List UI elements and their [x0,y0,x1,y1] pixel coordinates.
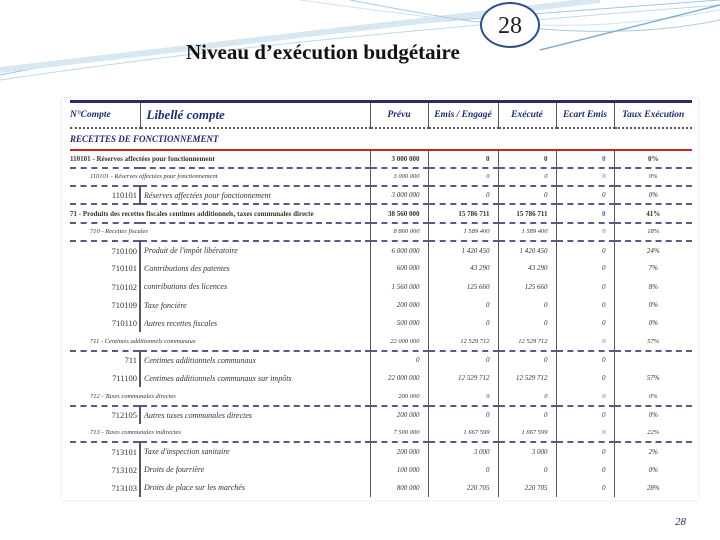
prevu-cell: 200 000 [370,387,428,405]
execute-cell: 0 [498,168,556,186]
emis-cell: 0 [428,461,498,479]
execute-cell: 0 [498,461,556,479]
account-label: Droits de place sur les marchés [140,479,370,497]
header-prevu: Prévu [370,102,428,128]
account-label: Centimes additionnels communaux [140,351,370,369]
account-label: 71 - Produits des recettes fiscales centimes additionnels, taxes communales directe [70,204,370,222]
ecart-cell: 0 [556,461,614,479]
section-title: RECETTES DE FONCTIONNEMENT [70,128,692,150]
ecart-cell: 0 [556,296,614,314]
execute-cell: 1 420 450 [498,241,556,259]
budget-table-image [62,98,698,500]
emis-cell: 0 [428,150,498,168]
ecart-cell: 0 [556,278,614,296]
ecart-cell: 0 [556,241,614,259]
taux-cell: 57% [646,374,660,383]
account-label: Autres taxes communales directes [140,406,370,424]
execute-cell: 220 705 [498,479,556,497]
account-code: 110101 [70,186,140,204]
ecart-cell: 0 [556,168,614,186]
execute-cell: 0 [498,186,556,204]
account-code: 710101 [70,259,140,277]
emis-cell: 12 529 712 [428,332,498,350]
execute-cell: 0 [498,150,556,168]
emis-cell: 12 529 712 [428,369,498,387]
table-row [70,223,692,241]
prevu-cell: 200 000 [370,406,428,424]
account-code: 711100 [70,369,140,387]
table-row [70,332,692,350]
prevu-cell: 8 860 000 [370,223,428,241]
emis-cell: 1 667 599 [428,424,498,442]
ecart-cell: 0 [556,369,614,387]
taux-cell: 0% [614,168,692,186]
account-code: 713103 [70,479,140,497]
account-label: contributions des licences [140,278,370,296]
account-label: Autres recettes fiscales [140,314,370,332]
prevu-cell: 22 000 000 [370,332,428,350]
taux-cell: 8% [648,282,658,291]
emis-cell: 220 705 [428,479,498,497]
prevu-cell: 100 000 [370,461,428,479]
taux-cell: 18% [614,223,692,241]
account-code: 711 [70,351,140,369]
ecart-cell: 0 [556,442,614,460]
execute-cell: 1 667 599 [498,424,556,442]
account-label: Droits de fourrière [140,461,370,479]
header-libelle: Libellé compte [140,102,370,128]
taux-cell: 0% [648,191,658,200]
taux-cell [614,351,692,369]
header-ecart: Ecart Emis [556,102,614,128]
taux-cell: 7% [648,264,658,273]
ecart-cell: 0 [556,351,614,369]
emis-cell: 0 [428,168,498,186]
prevu-cell: 200 000 [370,442,428,460]
prevu-cell: 3 000 000 [370,168,428,186]
account-label: 711 - Centimes additionnels communaux [70,332,370,350]
prevu-cell: 200 000 [370,296,428,314]
account-code: 710109 [70,296,140,314]
taux-cell: 28% [646,483,660,492]
table-row [70,259,692,277]
header-taux: Taux Exécution [614,102,692,128]
prevu-cell: 1 560 000 [370,278,428,296]
account-label: Réserves affectées pour fonctionnement [140,186,370,204]
table-row [70,296,692,314]
account-label: 713 - Taxes communales indirectes [70,424,370,442]
taux-cell: 0% [648,301,658,310]
taux-cell: 41% [614,204,692,222]
table-row [70,186,692,204]
account-code: 712105 [70,406,140,424]
header-execute: Exécuté [498,102,556,128]
ecart-cell: 0 [556,186,614,204]
execute-cell: 3 000 [498,442,556,460]
account-label: 110101 - Réserves affectées pour fonctionnement [70,150,370,168]
account-code: 710102 [70,278,140,296]
slide-title: Niveau d’exécution budgétaire [186,40,460,64]
page-number: 28 [675,516,686,528]
table-row [70,278,692,296]
taux-cell: 57% [614,332,692,350]
ecart-cell: 0 [556,479,614,497]
account-label: Produit de l'impôt libératoire [140,241,370,259]
taux-cell: 0% [648,411,658,420]
taux-cell: 2% [648,447,658,456]
execute-cell: 1 589 400 [498,223,556,241]
ecart-cell: 0 [556,332,614,350]
emis-cell: 3 000 [428,442,498,460]
account-code: 713101 [70,442,140,460]
table-row [70,369,692,387]
ecart-cell: 0 [556,314,614,332]
prevu-cell: 7 500 000 [370,424,428,442]
header-emis: Emis / Engagé [428,102,498,128]
table-row [70,387,692,405]
execute-cell: 0 [498,314,556,332]
prevu-cell: 3 000 000 [370,150,428,168]
prevu-cell: 600 000 [370,259,428,277]
emis-cell: 0 [428,351,498,369]
table-row [70,424,692,442]
prevu-cell: 0 [370,351,428,369]
ecart-cell: 0 [556,424,614,442]
emis-cell: 0 [428,296,498,314]
emis-cell: 0 [428,406,498,424]
table-row [70,461,692,479]
account-label: Taxe d'inspection sanitaire [140,442,370,460]
slide-number-badge: 28 [480,2,540,48]
ecart-cell: 0 [556,406,614,424]
budget-table [70,100,692,497]
execute-cell: 0 [498,351,556,369]
taux-cell: 22% [614,424,692,442]
ecart-cell: 0 [556,223,614,241]
execute-cell: 0 [498,406,556,424]
emis-cell: 15 786 711 [428,204,498,222]
table-row [70,241,692,259]
execute-cell: 0 [498,296,556,314]
table-row [70,150,692,168]
account-code: 713102 [70,461,140,479]
taux-cell: 0% [648,319,658,328]
table-row [70,168,692,186]
table-row [70,314,692,332]
prevu-cell: 6 000 000 [370,241,428,259]
ecart-cell: 0 [556,259,614,277]
account-label: 110101 - Réserves affectées pour fonctionnement [70,168,370,186]
taux-cell: 0% [648,465,658,474]
account-code: 710100 [70,241,140,259]
prevu-cell: 800 000 [370,479,428,497]
account-label: Centimes additionnels communaux sur impôts [140,369,370,387]
account-label: Taxe foncière [140,296,370,314]
ecart-cell: 0 [556,387,614,405]
table-row [70,442,692,460]
table-row [70,204,692,222]
emis-cell: 43 290 [428,259,498,277]
execute-cell: 125 660 [498,278,556,296]
prevu-cell: 3 000 000 [370,186,428,204]
emis-cell: 0 [428,314,498,332]
header-compte: N°Compte [70,102,140,128]
table-row [70,351,692,369]
account-label: Contributions des patentes [140,259,370,277]
execute-cell: 12 529 712 [498,332,556,350]
execute-cell: 12 529 712 [498,369,556,387]
taux-cell: 0% [614,387,692,405]
execute-cell: 43 290 [498,259,556,277]
emis-cell: 0 [428,186,498,204]
account-label: 710 - Recettes fiscales [70,223,370,241]
ecart-cell: 0 [556,204,614,222]
ecart-cell: 0 [556,150,614,168]
emis-cell: 1 420 450 [428,241,498,259]
table-row [70,406,692,424]
taux-cell: 24% [646,246,660,255]
emis-cell: 0 [428,387,498,405]
account-code: 710110 [70,314,140,332]
taux-cell: 0% [614,150,692,168]
prevu-cell: 22 000 000 [370,369,428,387]
emis-cell: 125 660 [428,278,498,296]
execute-cell: 0 [498,387,556,405]
prevu-cell: 500 000 [370,314,428,332]
prevu-cell: 38 560 000 [370,204,428,222]
emis-cell: 1 589 400 [428,223,498,241]
table-row [70,479,692,497]
execute-cell: 15 786 711 [498,204,556,222]
account-label: 712 - Taxes communales directes [70,387,370,405]
